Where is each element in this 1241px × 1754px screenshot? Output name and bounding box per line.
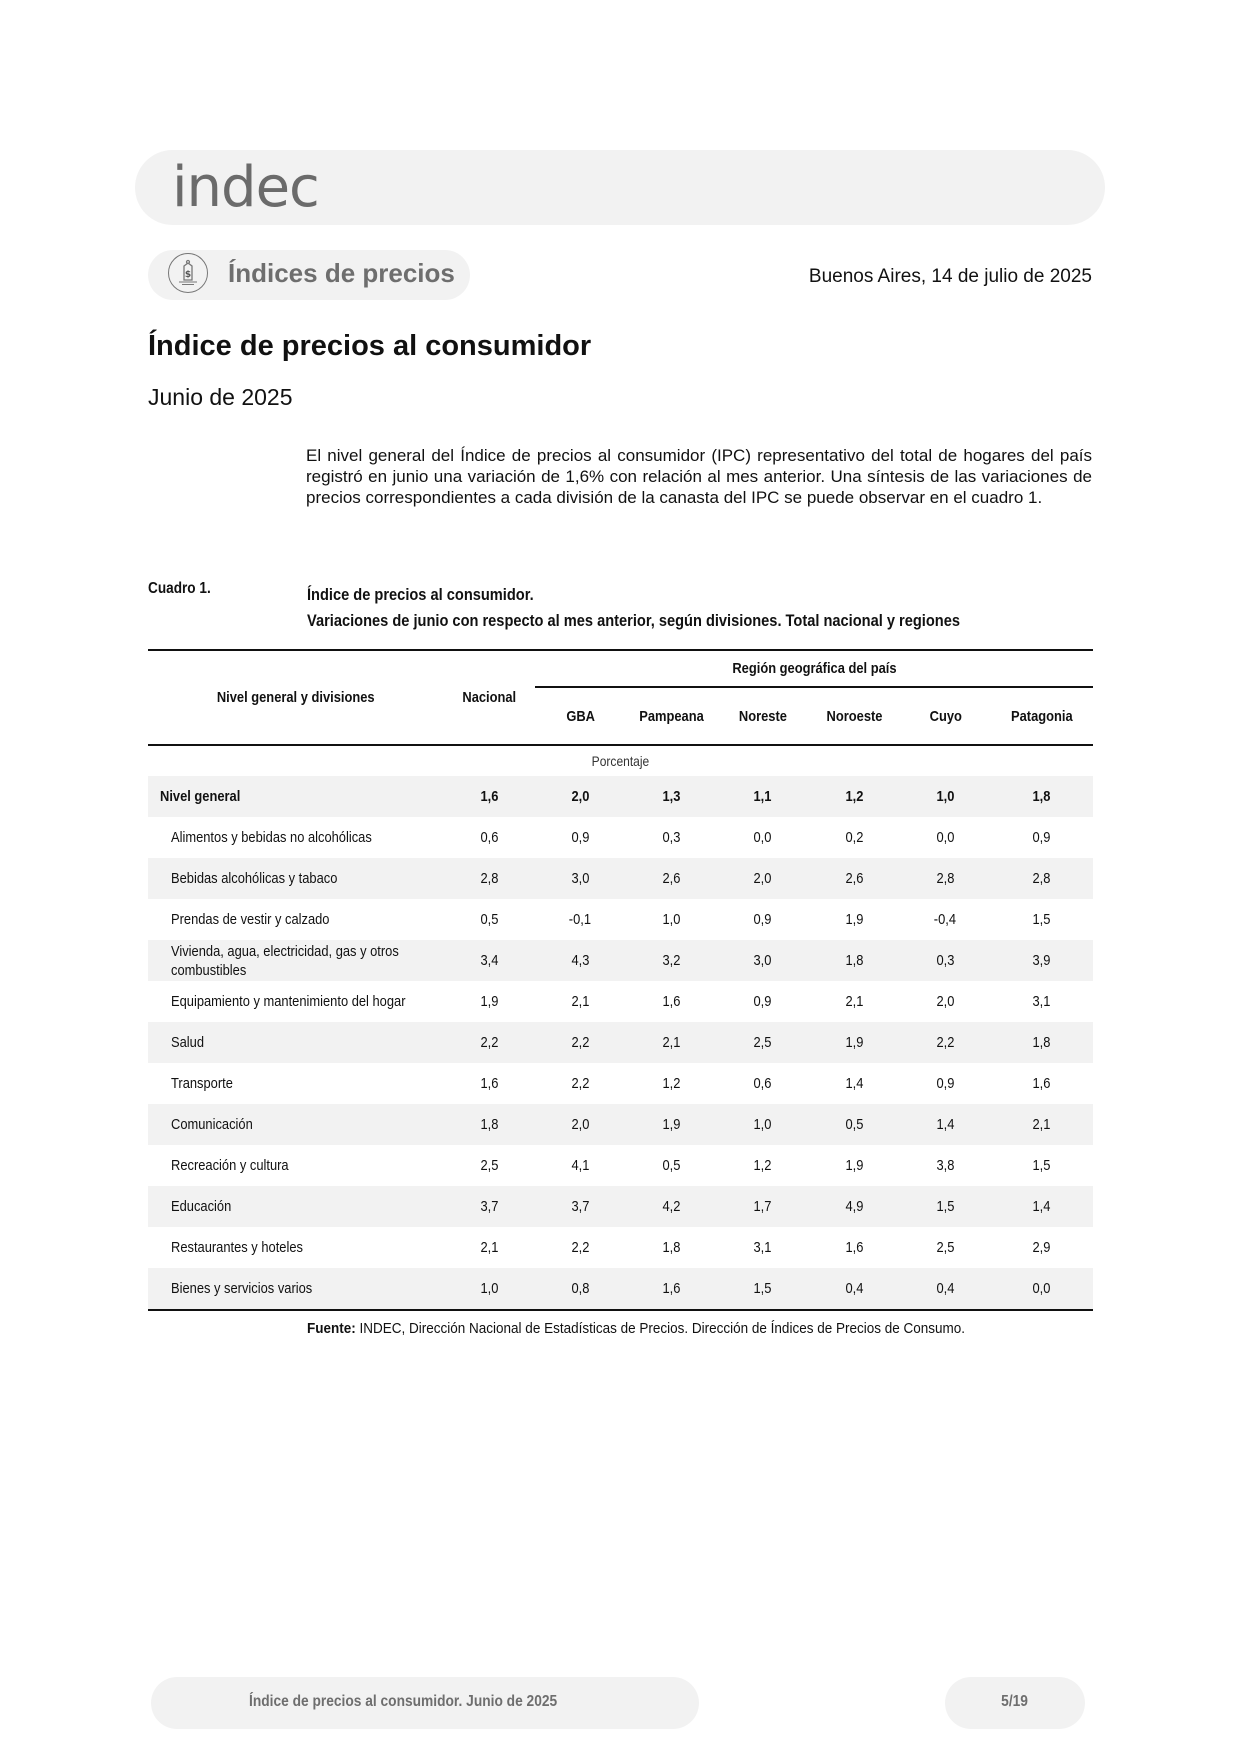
row-label: Vivienda, agua, electricidad, gas y otros combustibles — [148, 940, 444, 981]
row-value: 3,4 — [444, 940, 535, 981]
row-value: 0,9 — [936, 1075, 955, 1092]
row-value: 1,8 — [662, 1239, 681, 1256]
row-value: 1,9 — [626, 1104, 718, 1145]
row-label: Recreación y cultura — [171, 1157, 289, 1174]
row-value: 1,7 — [717, 1186, 808, 1227]
price-tag-dollar-icon — [168, 253, 208, 293]
table-row — [148, 1145, 1093, 1186]
column-group-region: Región geográfica del país — [535, 650, 1093, 687]
row-value: 0,0 — [753, 829, 772, 846]
unit-label: Porcentaje — [591, 753, 650, 769]
row-value: 2,5 — [936, 1239, 955, 1256]
row-value: 1,0 — [444, 1268, 535, 1310]
row-value: 1,2 — [662, 1075, 681, 1092]
row-value: 2,5 — [717, 1022, 808, 1063]
column-header-cuyo: Cuyo — [929, 707, 962, 725]
table-row — [148, 981, 1093, 1022]
ipc-table — [148, 649, 1093, 1311]
table-row — [148, 858, 1093, 899]
row-value: 3,1 — [753, 1239, 772, 1256]
row-value: 1,8 — [991, 1022, 1093, 1063]
section-title: Índices de precios — [228, 258, 455, 288]
row-label: Restaurantes y hoteles — [171, 1239, 303, 1256]
row-value: 1,9 — [845, 911, 864, 928]
table-row — [148, 1227, 1093, 1268]
row-value: 1,2 — [753, 1157, 772, 1174]
column-header-noroeste: Noroeste — [826, 707, 883, 725]
row-value: 0,5 — [662, 1157, 681, 1174]
row-value: 4,1 — [571, 1157, 590, 1174]
row-value: 1,5 — [900, 1186, 991, 1227]
row-value: 0,5 — [808, 1104, 899, 1145]
row-value: 4,2 — [626, 1186, 718, 1227]
row-value: 3,1 — [1032, 993, 1051, 1010]
row-value: 1,4 — [991, 1186, 1093, 1227]
row-value: 1,5 — [1032, 911, 1051, 928]
table-row — [148, 1186, 1093, 1227]
row-value: 1,9 — [845, 1157, 864, 1174]
row-label: Bebidas alcohólicas y tabaco — [148, 858, 444, 899]
column-header-patagonia: Patagonia — [1011, 707, 1073, 725]
row-value: 0,9 — [753, 911, 772, 928]
row-value: 0,9 — [571, 829, 590, 846]
row-value: 1,8 — [991, 776, 1093, 817]
row-value: 3,0 — [717, 940, 808, 981]
row-label: Equipamiento y mantenimiento del hogar — [171, 993, 406, 1010]
table-row — [148, 1104, 1093, 1145]
row-value: 1,6 — [662, 993, 681, 1010]
source-note — [307, 1320, 965, 1337]
row-value: 2,5 — [480, 1157, 499, 1174]
table-title — [307, 582, 960, 634]
row-value: 1,8 — [444, 1104, 535, 1145]
row-label: Transporte — [171, 1075, 233, 1092]
row-value: 3,7 — [444, 1186, 535, 1227]
table-label: Cuadro 1. — [148, 580, 211, 597]
row-value: 0,9 — [1032, 829, 1051, 846]
row-value: 2,8 — [900, 858, 991, 899]
table-title-line2: Variaciones de junio con respecto al mes anterior, según divisiones. Total nacional y regiones — [307, 611, 960, 630]
place-date: Buenos Aires, 14 de julio de 2025 — [808, 266, 1092, 287]
row-label: Nivel general — [148, 776, 444, 817]
table-row — [148, 1268, 1093, 1310]
source-label: Fuente: — [307, 1320, 356, 1337]
row-label: Comunicación — [148, 1104, 444, 1145]
document-subtitle: Junio de 2025 — [148, 384, 293, 410]
row-label: Educación — [148, 1186, 444, 1227]
row-value: 0,6 — [753, 1075, 772, 1092]
row-label: Bienes y servicios varios — [148, 1268, 444, 1310]
row-value: 0,3 — [900, 940, 991, 981]
row-value: 2,2 — [900, 1022, 991, 1063]
row-value: 2,1 — [480, 1239, 499, 1256]
row-value: 0,6 — [480, 829, 499, 846]
document-title: Índice de precios al consumidor — [148, 330, 592, 362]
row-value: 1,1 — [717, 776, 808, 817]
column-header-divisions: Nivel general y divisiones — [148, 650, 444, 745]
row-value: 0,4 — [808, 1268, 899, 1310]
row-value: 0,2 — [845, 829, 864, 846]
row-value: 1,0 — [662, 911, 681, 928]
row-value: 1,0 — [717, 1104, 808, 1145]
row-value: 1,3 — [626, 776, 718, 817]
row-value: 1,0 — [900, 776, 991, 817]
row-value: 1,6 — [1032, 1075, 1051, 1092]
column-header-pampeana: Pampeana — [639, 707, 704, 725]
column-header-noreste: Noreste — [738, 707, 787, 725]
row-value: -0,1 — [569, 911, 592, 928]
row-label: Alimentos y bebidas no alcohólicas — [171, 829, 372, 846]
row-value: 1,8 — [808, 940, 899, 981]
row-value: 1,6 — [480, 1075, 499, 1092]
row-value: 0,3 — [662, 829, 681, 846]
row-value: 2,2 — [571, 1075, 590, 1092]
row-value: -0,4 — [934, 911, 957, 928]
row-value: 3,9 — [991, 940, 1093, 981]
row-value: 2,6 — [808, 858, 899, 899]
table-row-total — [148, 776, 1093, 817]
column-header-gba: GBA — [566, 707, 595, 725]
row-value: 0,0 — [936, 829, 955, 846]
table-row — [148, 1022, 1093, 1063]
row-value: 2,8 — [444, 858, 535, 899]
row-value: 1,9 — [808, 1022, 899, 1063]
row-value: 2,0 — [717, 858, 808, 899]
row-value: 2,0 — [535, 1104, 626, 1145]
row-value: 2,1 — [845, 993, 864, 1010]
row-value: 0,4 — [900, 1268, 991, 1310]
row-value: 1,2 — [808, 776, 899, 817]
table-title-line1: Índice de precios al consumidor. — [307, 585, 534, 604]
row-value: 0,9 — [753, 993, 772, 1010]
row-value: 3,7 — [535, 1186, 626, 1227]
row-label: Salud — [148, 1022, 444, 1063]
row-value: 3,0 — [535, 858, 626, 899]
footer-title: Índice de precios al consumidor. Junio de 2025 — [249, 1693, 558, 1710]
row-value: 2,2 — [571, 1239, 590, 1256]
row-value: 1,6 — [845, 1239, 864, 1256]
row-value: 2,8 — [991, 858, 1093, 899]
table-row — [148, 940, 1093, 981]
intro-paragraph: El nivel general del Índice de precios al consumidor (IPC) representativo del total de hogares del país registró en junio una variación de 1,6% con relación al mes anterior. Una síntesis de las variaciones de precios correspondientes a cada división de la canasta del IPC se puede observar en el cuadro 1. — [306, 446, 1092, 507]
row-value: 2,2 — [444, 1022, 535, 1063]
row-value: 0,5 — [480, 911, 499, 928]
row-value: 1,6 — [444, 776, 535, 817]
row-value: 1,9 — [480, 993, 499, 1010]
row-value: 2,6 — [626, 858, 718, 899]
row-value: 2,1 — [991, 1104, 1093, 1145]
table-row — [148, 899, 1093, 940]
row-value: 3,2 — [626, 940, 718, 981]
page-number: 5/19 — [1001, 1693, 1029, 1710]
svg-text:$: $ — [184, 270, 192, 280]
row-value: 2,0 — [535, 776, 626, 817]
row-value: 2,1 — [626, 1022, 718, 1063]
row-value: 1,5 — [717, 1268, 808, 1310]
row-value: 2,0 — [936, 993, 955, 1010]
row-value: 3,8 — [936, 1157, 955, 1174]
row-value: 1,4 — [845, 1075, 864, 1092]
row-value: 2,1 — [571, 993, 590, 1010]
row-value: 4,3 — [535, 940, 626, 981]
row-value: 0,0 — [991, 1268, 1093, 1310]
indec-logo: indec — [172, 155, 319, 220]
source-text: INDEC, Dirección Nacional de Estadísticas de Precios. Dirección de Índices de Precios de Consumo. — [355, 1320, 966, 1337]
row-value: 1,4 — [900, 1104, 991, 1145]
row-value: 1,5 — [1032, 1157, 1051, 1174]
table-row — [148, 1063, 1093, 1104]
row-value: 1,6 — [626, 1268, 718, 1310]
column-header-national: Nacional — [444, 650, 535, 745]
row-value: 0,8 — [535, 1268, 626, 1310]
row-label: Prendas de vestir y calzado — [171, 911, 330, 928]
row-value: 2,9 — [1032, 1239, 1051, 1256]
row-value: 2,2 — [535, 1022, 626, 1063]
table-row — [148, 817, 1093, 858]
row-value: 4,9 — [808, 1186, 899, 1227]
